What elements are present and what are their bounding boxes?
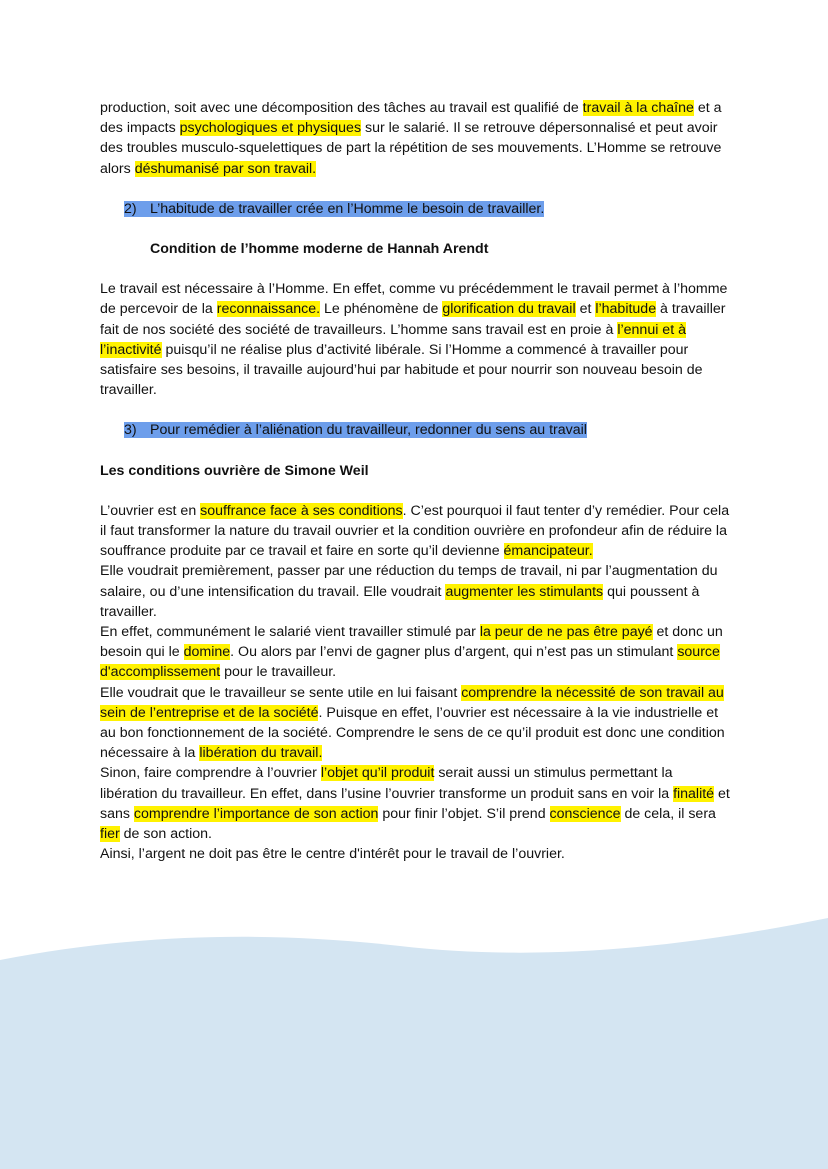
highlight: libération du travail. [199,745,323,762]
section-2-heading [124,199,732,219]
document-page [100,98,732,865]
highlight: psychologiques et physiques [179,120,362,137]
highlight: souffrance face à ses conditions [200,502,403,519]
highlight: émancipateur. [503,543,593,560]
highlight: l’objet qu’il produit [320,765,435,782]
highlight: finalité [673,785,715,802]
highlight: reconnaissance. [216,301,321,318]
highlight: conscience [549,805,621,822]
section-3-paragraph-e: Sinon, faire comprendre à l’ouvrier l’objet qu’il produit serait aussi un stimulus permettant la libération du travailleur. En effet, dans l’usine l’ouvrier transforme un produit sans en voir la finalité et sans comprendre l’importance de son action pour finir l’objet. S’il prend conscience de cela, il sera fier de son action. [100,765,730,843]
section-3-number: 3) [124,422,137,439]
highlight: domine [183,644,231,661]
section-3-paragraph-d: Elle voudrait que le travailleur se sente utile en lui faisant comprendre la nécessité de son travail au sein de l’entreprise et de la société. Puisque en effet, l’ouvrier est nécessaire à la vie industrielle et au bon fonctionnement de la société. Comprendre le sens de ce qu’il produit est donc une condition nécessaire à la libération du travail. [100,684,725,762]
section-2-number: 2) [124,200,137,217]
highlight: déshumanisé par son travail. [134,160,317,177]
section-2-title: L’habitude de travailler crée en l’Homme le besoin de travailler. [150,200,545,217]
highlight: comprendre la nécessité de son travail au sein de l’entreprise et de la société [100,684,724,721]
section-2-paragraph: Le travail est nécessaire à l’Homme. En effet, comme vu précédemment le travail permet à l’homme de percevoir de la reconnaissance. Le phénomène de glorification du travail et l’habitude à travailler fait de nos société des société de travailleurs. L’homme sans travail est en proie à l’ennui et à l’inactivité puisqu’il ne réalise plus d’activité libérale. Si l’Homme a commencé à travailler pour satisfaire ses besoins, il travaille aujourd’hui par habitude et pour nourrir son nouveau besoin de travailler. [100,281,728,399]
section-2-subtitle: Condition de l’homme moderne de Hannah Arendt [150,241,489,258]
highlight: l’habitude [595,301,657,318]
section-3-paragraph-f: Ainsi, l’argent ne doit pas être le centre d'intérêt pour le travail de l’ouvrier. [100,846,565,863]
section-3-subtitle: Les conditions ouvrière de Simone Weil [100,462,369,479]
highlight: fier [100,826,120,843]
section-3-heading [124,420,732,440]
section-3-paragraph-c: En effet, communément le salarié vient travailler stimulé par la peur de ne pas être payé et donc un besoin qui le domine. Ou alors par l’envi de gagner plus d’argent, qui n’est pas un stimulant source d'accomplissement pour le travailleur. [100,624,723,681]
section-3-title: Pour remédier à l’aliénation du travailleur, redonner du sens au travail [150,422,587,439]
highlight: source d'accomplissement [100,644,720,681]
section-3-paragraph-a: L’ouvrier est en souffrance face à ses conditions. C’est pourquoi il faut tenter d’y remédier. Pour cela il faut transformer la nature du travail ouvrier et la condition ouvrière en profondeur afin de réduire la souffrance produite par ce travail et faire en sorte qu’il devienne émancipateur. [100,502,730,560]
highlight: l’ennui et à l’inactivité [100,321,686,358]
highlight: comprendre l’importance de son action [133,805,379,822]
highlight: glorification du travail [442,301,576,318]
highlight: la peur de ne pas être payé [479,624,653,641]
highlight: travail à la chaîne [582,100,694,116]
intro-paragraph: production, soit avec une décomposition des tâches au travail est qualifié de travail à la chaîne et a des impacts psychologiques et physiques sur le salarié. Il se retrouve dépersonnalisé et peut avoir des troubles musculo-squelettiques de part la répétition de ses mouvements. L’Homme se retrouve alors déshumanisé par son travail. [100,100,722,177]
section-3-paragraph-b: Elle voudrait premièrement, passer par une réduction du temps de travail, ni par l’augmentation du salaire, ou d’une intensification du travail. Elle voudrait augmenter les stimulants qui poussent à travailler. [100,563,718,620]
highlight: augmenter les stimulants [445,583,604,600]
